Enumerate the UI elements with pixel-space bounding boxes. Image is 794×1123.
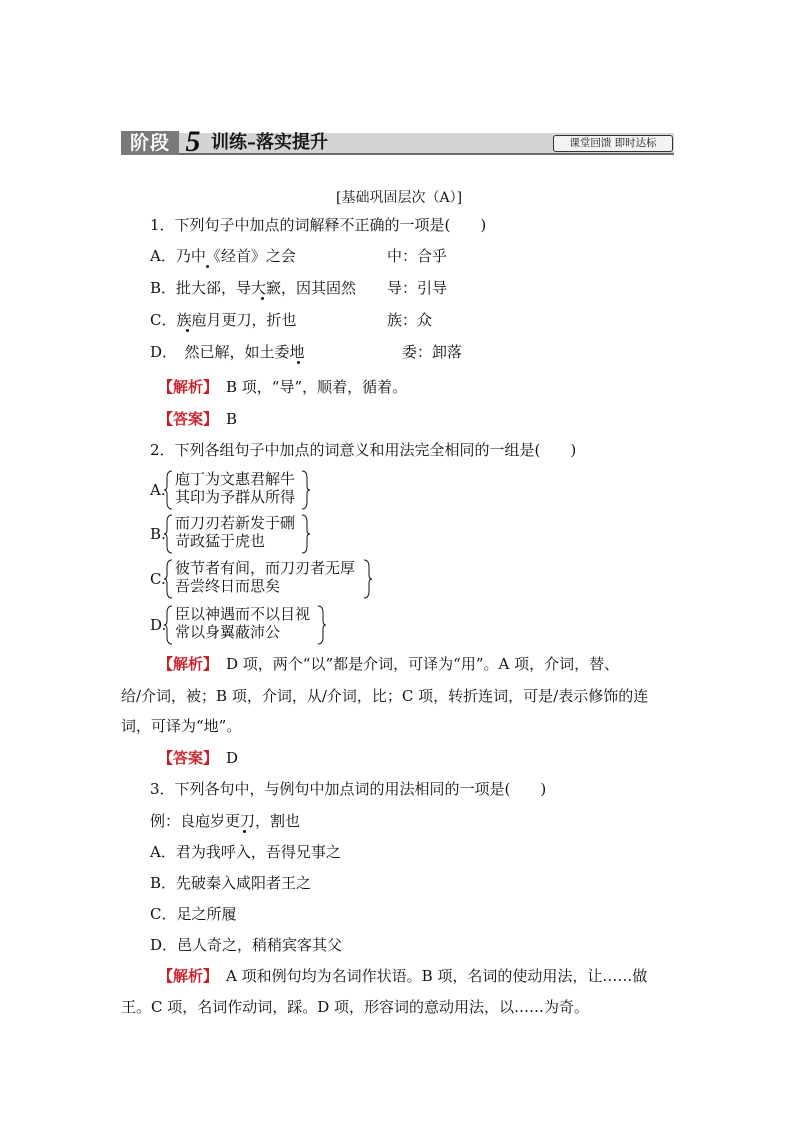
q1-option-a-gloss: 中：合乎 bbox=[387, 247, 448, 265]
q2-option-c-line1: 彼节者有间，而刀刃者无厚 bbox=[175, 559, 356, 577]
q2-option-b-letter: B. bbox=[150, 525, 166, 543]
left-brace-icon bbox=[164, 514, 174, 554]
emphasis-dot bbox=[206, 265, 209, 268]
right-brace-icon bbox=[300, 514, 310, 554]
q3-analysis-line-1 bbox=[158, 966, 647, 986]
q1-option-b-gloss: 导：引导 bbox=[387, 279, 448, 297]
banner-title: 训练–落实提升 bbox=[211, 132, 328, 153]
q2-answer-label: 【答案】 bbox=[158, 749, 219, 767]
q2-analysis-label: 【解析】 bbox=[158, 655, 219, 673]
q2-option-c-letter: C. bbox=[150, 570, 166, 588]
stage-banner bbox=[121, 125, 674, 158]
q2-analysis-line-1 bbox=[158, 654, 619, 674]
q1-option-c-gloss: 族：众 bbox=[387, 311, 433, 329]
emphasis-dot bbox=[186, 329, 189, 332]
q3-analysis-line-2: 王。C 项，名词作动词，踩。D 项，形容词的意动用法，以……为奇。 bbox=[121, 998, 590, 1016]
right-brace-icon bbox=[316, 605, 326, 645]
q2-option-d-line1: 臣以神遇而不以目视 bbox=[175, 605, 311, 623]
stage-number: 5 bbox=[185, 125, 201, 158]
q3-option-d: D．邑人奇之，稍稍宾客其父 bbox=[150, 936, 343, 954]
q3-option-c: C．足之所履 bbox=[150, 905, 237, 923]
q1-answer bbox=[158, 409, 237, 429]
left-brace-icon bbox=[164, 470, 174, 510]
section-title: [基础巩固层次（A）] bbox=[336, 190, 463, 206]
q1-answer-label: 【答案】 bbox=[158, 410, 219, 428]
q1-stem: 1．下列句子中加点的词解释不正确的一项是( ) bbox=[150, 216, 487, 234]
q3-option-b: B．先破秦入咸阳者王之 bbox=[150, 874, 312, 892]
q3-stem: 3．下列各句中，与例句中加点词的用法相同的一项是( ) bbox=[150, 780, 547, 798]
banner-tag: 课堂回馈 即时达标 bbox=[553, 135, 673, 152]
q2-option-d-line2: 常以身翼蔽沛公 bbox=[175, 623, 281, 641]
q3-analysis-text-1: A 项和例句均为名词作状语。B 项，名词的使动用法，让……做 bbox=[226, 967, 648, 985]
emphasis-dot bbox=[243, 830, 246, 833]
q2-option-a-line2: 其印为予群从所得 bbox=[175, 488, 296, 506]
q2-option-c-line2: 吾尝终日而思矣 bbox=[175, 577, 281, 595]
q2-option-b-line2: 苛政猛于虎也 bbox=[175, 532, 266, 550]
left-brace-icon bbox=[164, 605, 174, 645]
q1-option-d-gloss: 委：卸落 bbox=[402, 343, 463, 361]
q2-stem: 2．下列各组句子中加点的词意义和用法完全相同的一组是( ) bbox=[150, 441, 577, 459]
right-brace-icon bbox=[362, 559, 372, 599]
emphasis-dot bbox=[297, 361, 300, 364]
emphasis-dot bbox=[261, 297, 264, 300]
q1-option-c: C．族庖月更刀，折也 bbox=[150, 311, 297, 329]
q3-option-a: A．君为我呼入，吾得兄事之 bbox=[150, 843, 341, 861]
q2-analysis-line-3: 词，可译为“地”。 bbox=[121, 717, 242, 735]
q2-answer bbox=[158, 748, 238, 768]
q2-analysis-line-2: 给/介词，被；B 项，介词，从/介词，比；C 项，转折连词，可是/表示修饰的连 bbox=[121, 687, 649, 705]
q2-answer-text: D bbox=[226, 749, 239, 767]
q2-option-b-line1: 而刀刃若新发于硎 bbox=[175, 514, 296, 532]
left-brace-icon bbox=[164, 559, 174, 599]
q1-option-a: A．乃中《经首》之会 bbox=[150, 247, 296, 265]
q1-option-b: B．批大郤，导大窾，因其固然 bbox=[150, 279, 357, 297]
q1-answer-text: B bbox=[226, 410, 238, 428]
q2-analysis-text-1: D 项，两个“以”都是介词，可译为“用”。A 项，介词，替、 bbox=[226, 655, 620, 673]
q2-option-a-letter: A. bbox=[150, 481, 166, 499]
q2-option-a-line1: 庖丁为文惠君解牛 bbox=[175, 470, 296, 488]
stage-label: 阶段 bbox=[121, 131, 179, 155]
q3-example: 例：良庖岁更刀，割也 bbox=[150, 812, 301, 830]
q1-analysis-text: B 项，“导”，顺着，循着。 bbox=[226, 378, 408, 396]
q3-analysis-label: 【解析】 bbox=[158, 967, 219, 985]
q1-analysis bbox=[158, 377, 407, 397]
q2-option-d-letter: D. bbox=[150, 616, 167, 634]
q1-option-d: D． 然已解，如土委地 bbox=[150, 343, 305, 361]
right-brace-icon bbox=[300, 470, 310, 510]
q1-analysis-label: 【解析】 bbox=[158, 378, 219, 396]
